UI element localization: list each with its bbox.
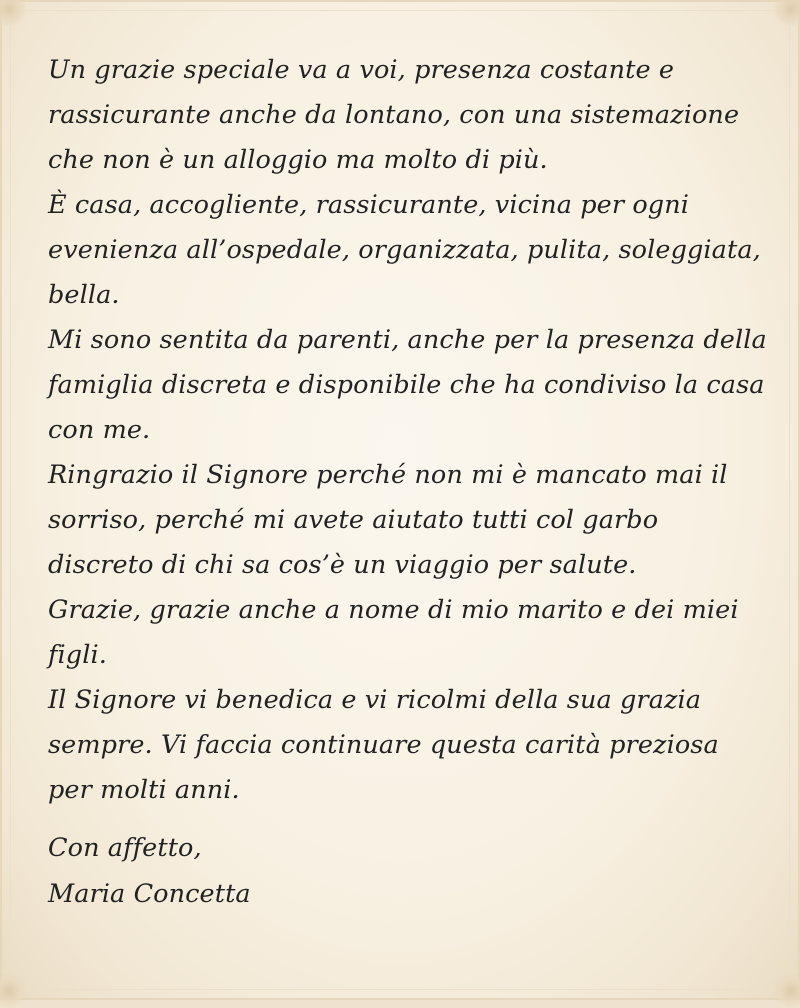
- corner-ornament-bottom-right: [774, 974, 800, 1008]
- letter-body: [48, 48, 768, 917]
- paragraph-1: Un grazie speciale va a voi, presenza costante e rassicurante anche da lontano, con una sistemazione che non è un alloggio ma molto di più.: [48, 55, 740, 175]
- corner-ornament-top-right: [774, 0, 800, 26]
- corner-ornament-bottom-left: [0, 974, 26, 1008]
- paragraph-5: Grazie, grazie anche a nome di mio marito e dei miei figli.: [48, 595, 739, 670]
- closing-salutation: Con affetto,: [48, 833, 202, 863]
- corner-ornament-top-left: [0, 0, 26, 26]
- paragraph-6: Il Signore vi benedica e vi ricolmi della sua grazia sempre. Vi faccia continuare questa carità preziosa per molti anni.: [48, 685, 719, 805]
- signature: Maria Concetta: [48, 879, 251, 909]
- paragraph-3: Mi sono sentita da parenti, anche per la presenza della famiglia discreta e disponibile che ha condiviso la casa con me.: [48, 325, 767, 445]
- letter-closing: [48, 825, 768, 917]
- paragraph-2: È casa, accogliente, rassicurante, vicina per ogni evenienza all’ospedale, organizzata, pulita, soleggiata, bella.: [48, 190, 761, 310]
- paragraph-4: Ringrazio il Signore perché non mi è mancato mai il sorriso, perché mi avete aiutato tutti col garbo discreto di chi sa cos’è un viaggio per salute.: [48, 460, 728, 580]
